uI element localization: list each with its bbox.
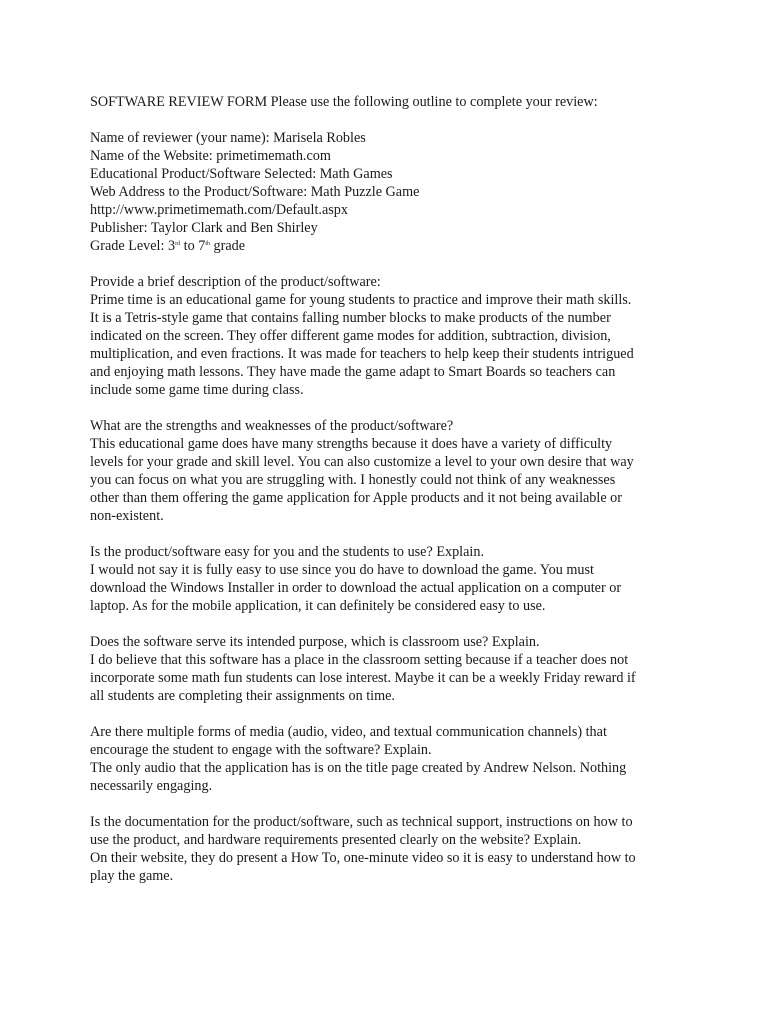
publisher: Publisher: Taylor Clark and Ben Shirley — [90, 220, 318, 236]
answer-line: levels for your grade and skill level. You can also customize a level to your own desire that way — [90, 454, 634, 470]
spacer — [90, 399, 730, 417]
question: Provide a brief description of the product/software: — [90, 274, 381, 290]
answer-line: I would not say it is fully easy to use since you do have to download the game. You must — [90, 562, 594, 578]
spacer — [90, 111, 730, 129]
spacer — [90, 615, 730, 633]
question-continued: encourage the student to engage with the software? Explain. — [90, 742, 432, 758]
question: Are there multiple forms of media (audio, video, and textual communication channels) that — [90, 724, 607, 740]
answer-line: laptop. As for the mobile application, it can definitely be considered easy to use. — [90, 598, 546, 614]
answer-line: This educational game does have many strengths because it does have a variety of difficulty — [90, 436, 613, 452]
grade-prefix: Grade Level: 3 — [90, 238, 176, 254]
answer-line: incorporate some math fun students can lose interest. Maybe it can be a weekly Friday reward if — [90, 670, 636, 686]
answer-line: multiplication, and even fractions. It was made for teachers to help keep their students intrigued — [90, 346, 634, 362]
web-address: Web Address to the Product/Software: Math Puzzle Game — [90, 184, 420, 200]
section-ease-of-use — [90, 543, 730, 615]
product-selected: Educational Product/Software Selected: Math Games — [90, 166, 393, 182]
answer-line: all students are completing their assignments on time. — [90, 688, 395, 704]
website-name: Name of the Website: primetimemath.com — [90, 148, 331, 164]
answer-line: Prime time is an educational game for young students to practice and improve their math skills. — [90, 292, 632, 308]
spacer — [90, 705, 730, 723]
section-description — [90, 273, 730, 399]
answer-line: non-existent. — [90, 508, 164, 524]
question: Is the product/software easy for you and the students to use? Explain. — [90, 544, 484, 560]
answer-line: you can focus on what you are struggling with. I honestly could not think of any weaknesses — [90, 472, 616, 488]
section-media-forms — [90, 723, 730, 795]
answer-line: other than them offering the game application for Apple products and it not being available or — [90, 490, 623, 506]
section-strengths-weaknesses — [90, 417, 730, 525]
section-intended-purpose — [90, 633, 730, 705]
grade-mid: to 7 — [180, 238, 206, 254]
question-continued: use the product, and hardware requirements presented clearly on the website? Explain. — [90, 832, 582, 848]
answer-line: The only audio that the application has is on the title page created by Andrew Nelson. Nothing — [90, 760, 627, 776]
answer-line: necessarily engaging. — [90, 778, 213, 794]
answer-line: include some game time during class. — [90, 382, 304, 398]
form-title: SOFTWARE REVIEW FORM Please use the following outline to complete your review: — [90, 94, 598, 110]
product-url: http://www.primetimemath.com/Default.aspx — [90, 202, 348, 218]
answer-line: It is a Tetris-style game that contains falling number blocks to make products of the number — [90, 310, 611, 326]
question: Does the software serve its intended purpose, which is classroom use? Explain. — [90, 634, 540, 650]
grade-ordinal-2: th — [205, 241, 210, 247]
reviewer-name: Name of reviewer (your name): Marisela Robles — [90, 130, 366, 146]
spacer — [90, 255, 730, 273]
question: What are the strengths and weaknesses of the product/software? — [90, 418, 454, 434]
answer-line: download the Windows Installer in order to download the actual application on a computer or — [90, 580, 622, 596]
section-documentation — [90, 813, 730, 885]
answer-line: I do believe that this software has a place in the classroom setting because if a teacher does not — [90, 652, 629, 668]
answer-line: play the game. — [90, 868, 174, 884]
question: Is the documentation for the product/software, such as technical support, instructions on how to — [90, 814, 633, 830]
spacer — [90, 795, 730, 813]
grade-suffix: grade — [210, 238, 246, 254]
answer-line: indicated on the screen. They offer different game modes for addition, subtraction, division, — [90, 328, 611, 344]
info-block — [90, 129, 730, 255]
spacer — [90, 525, 730, 543]
review-form-page — [90, 93, 730, 885]
grade-ordinal-1: rd — [175, 241, 181, 247]
answer-line: and enjoying math lessons. They have made the game adapt to Smart Boards so teachers can — [90, 364, 616, 380]
grade-level — [90, 237, 730, 255]
answer-line: On their website, they do present a How To, one-minute video so it is easy to understand how to — [90, 850, 636, 866]
